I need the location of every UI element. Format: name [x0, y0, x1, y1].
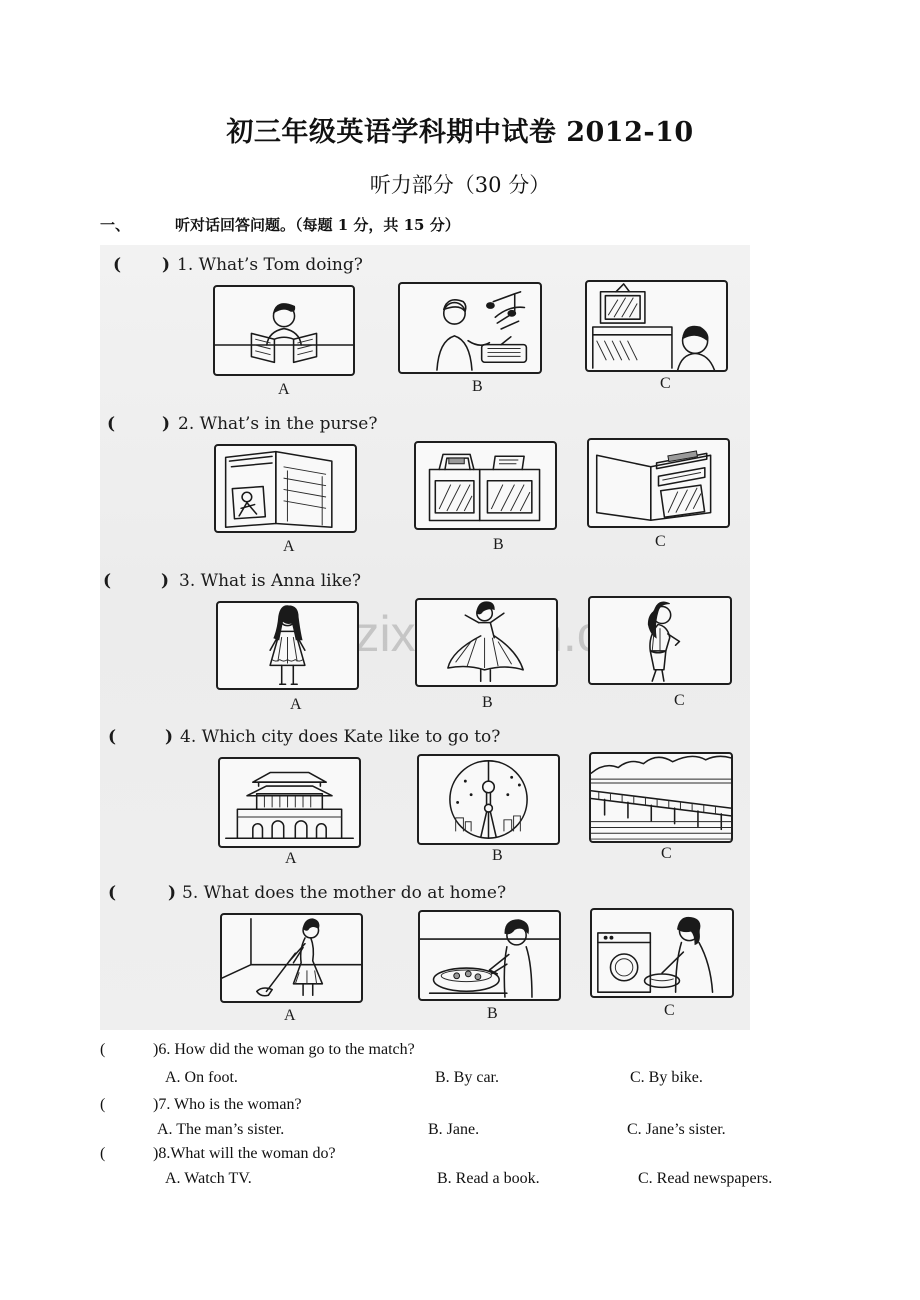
option-b-label: B [472, 378, 483, 395]
question-3-text: 3. What is Anna like? [179, 571, 362, 591]
question-7-option-b: B. Jane. [428, 1121, 480, 1138]
picture-boy-listening-music [398, 282, 542, 374]
picture-mother-sweeping [220, 913, 363, 1003]
question-8-text: )8.What will the woman do? [153, 1145, 336, 1162]
answer-blank-close: ) [161, 571, 170, 591]
option-a-label: A [285, 850, 297, 867]
picture-oriental-pearl-tower [417, 754, 560, 845]
option-c-label: C [674, 692, 685, 709]
question-8-option-b: B. Read a book. [437, 1170, 540, 1187]
girl-long-hair-icon [218, 603, 357, 688]
girl-side-view-icon [590, 598, 730, 683]
boy-watching-tv-icon [587, 282, 726, 370]
question-4-text: 4. Which city does Kate like to go to? [180, 727, 501, 747]
picture-river-bridge [589, 752, 733, 843]
question-6-option-a: A. On foot. [165, 1069, 238, 1086]
picture-tiananmen-gate [218, 757, 361, 848]
girl-short-hair-icon [417, 600, 556, 685]
picture-boy-watching-tv [585, 280, 728, 372]
question-1-text: 1. What’s Tom doing? [177, 255, 363, 275]
answer-blank-close: ) [162, 255, 171, 275]
option-a-label: A [278, 381, 290, 398]
option-c-label: C [661, 845, 672, 862]
option-b-label: B [492, 847, 503, 864]
option-b-label: B [487, 1005, 498, 1022]
question-2-text: 2. What’s in the purse? [178, 414, 378, 434]
question-8-option-c: C. Read newspapers. [638, 1170, 773, 1187]
answer-blank-open: ( [100, 1096, 106, 1113]
option-c-label: C [660, 375, 671, 392]
river-bridge-icon [591, 754, 731, 841]
question-8-option-a: A. Watch TV. [165, 1170, 252, 1187]
answer-blank-close: ) [165, 727, 174, 747]
picture-mother-cooking [418, 910, 561, 1001]
answer-blank-open: ( [107, 414, 116, 434]
listening-section-title: 听力部分（30 分） [369, 173, 551, 197]
picture-purse-with-photo [214, 444, 357, 533]
answer-blank-open: ( [103, 571, 112, 591]
question-7-text: )7. Who is the woman? [153, 1096, 302, 1113]
picture-boy-reading [213, 285, 355, 376]
boy-reading-book-icon [215, 287, 353, 374]
picture-girl-short-hair-dress [415, 598, 558, 687]
mother-sweeping-icon [222, 915, 361, 1001]
answer-blank-open: ( [100, 1041, 106, 1058]
question-6-text: )6. How did the woman go to the match? [153, 1041, 415, 1058]
option-c-label: C [655, 533, 666, 550]
option-b-label: B [493, 536, 504, 553]
option-a-label: A [290, 696, 302, 713]
picture-girl-long-hair-dress [216, 601, 359, 690]
answer-blank-open: ( [100, 1145, 106, 1162]
oriental-pearl-tower-icon [419, 756, 558, 843]
mother-washing-clothes-icon [592, 910, 732, 996]
answer-blank-close: ) [168, 883, 177, 903]
section-number: 一、 [100, 216, 131, 234]
question-7-option-c: C. Jane’s sister. [627, 1121, 726, 1138]
mother-cooking-icon [420, 912, 559, 999]
scanned-picture-questions [100, 245, 750, 1030]
boy-listening-music-icon [400, 284, 540, 372]
purse-with-cards-icon [589, 440, 728, 526]
option-b-label: B [482, 694, 493, 711]
answer-blank-open: ( [108, 727, 117, 747]
purse-with-photo-icon [216, 446, 355, 531]
question-5-text: 5. What does the mother do at home? [182, 883, 507, 903]
picture-purse-with-cards [587, 438, 730, 528]
option-c-label: C [664, 1002, 675, 1019]
answer-blank-open: ( [108, 883, 117, 903]
picture-purse-with-money [414, 441, 557, 530]
question-6-option-b: B. By car. [435, 1069, 499, 1086]
section-instruction: 听对话回答问题。（每题 1 分，共 15 分） [175, 216, 460, 234]
option-a-label: A [283, 538, 295, 555]
question-6-option-c: C. By bike. [630, 1069, 703, 1086]
exam-title: 初三年级英语学科期中试卷 2012-10 [226, 117, 694, 148]
question-7-option-a: A. The man’s sister. [157, 1121, 285, 1138]
option-a-label: A [284, 1007, 296, 1024]
picture-girl-side-view [588, 596, 732, 685]
answer-blank-close: ) [162, 414, 171, 434]
answer-blank-open: ( [113, 255, 122, 275]
picture-mother-washing-clothes [590, 908, 734, 998]
tiananmen-gate-icon [220, 759, 359, 846]
purse-with-money-icon [416, 443, 555, 528]
